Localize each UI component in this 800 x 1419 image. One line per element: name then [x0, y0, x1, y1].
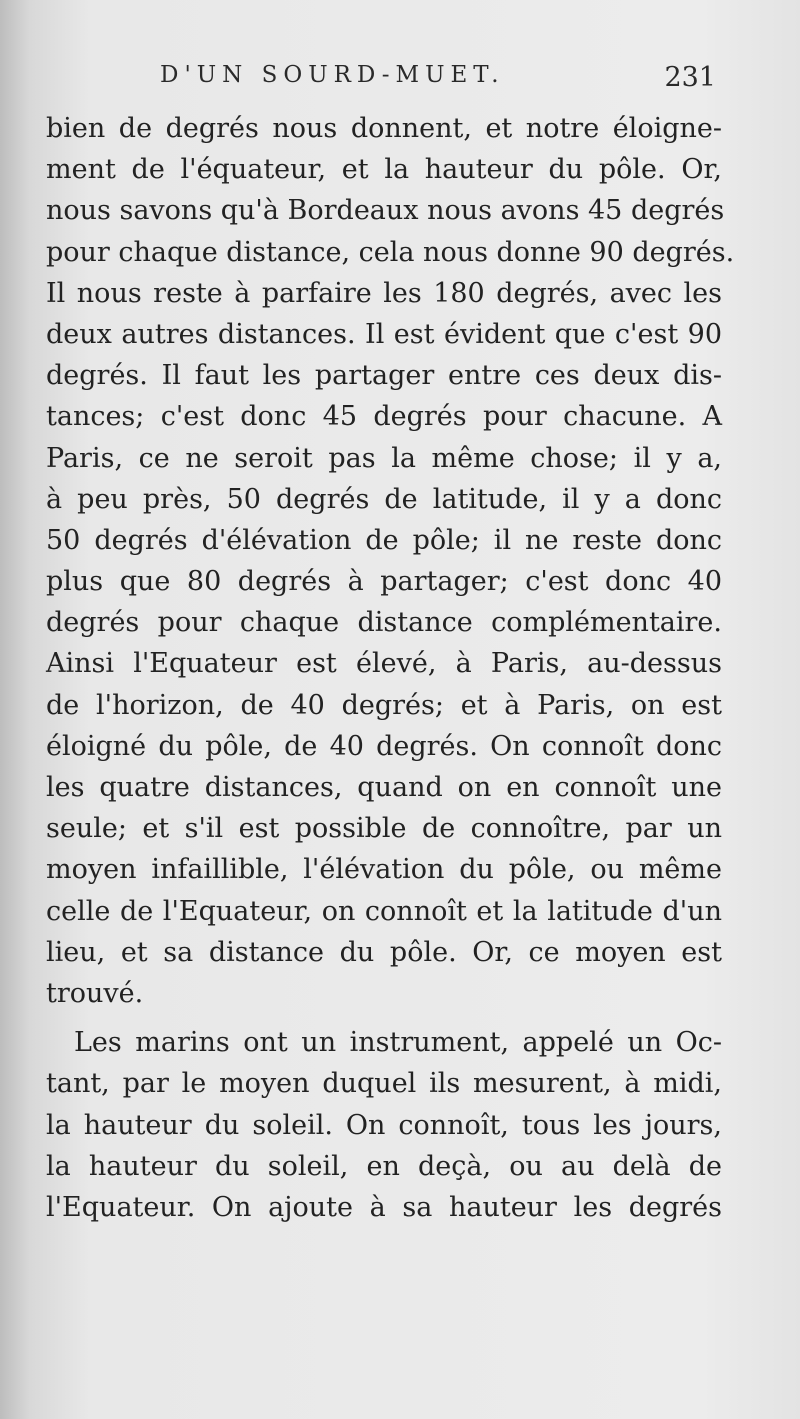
text-line: ment de l'équateur, et la hauteur du pôle. Or, — [46, 154, 722, 186]
paragraph-start-line: Les marins ont un instrument, appelé un Oc- — [74, 1027, 722, 1059]
text-line: de l'horizon, de 40 degrés; et à Paris, on est — [46, 689, 722, 721]
text-line: éloigné du pôle, de 40 degrés. On connoît donc — [46, 730, 722, 762]
text-line: Paris, ce ne seroit pas la même chose; il y a, — [46, 442, 722, 474]
text-line: degrés. Il faut les partager entre ces deux dis- — [46, 360, 722, 392]
text-line: seule; et s'il est possible de connoître, par un — [46, 813, 722, 845]
text-line: lieu, et sa distance du pôle. Or, ce moyen est — [46, 936, 722, 968]
text-line: bien de degrés nous donnent, et notre éloigne- — [46, 113, 722, 144]
text-line: 50 degrés d'élévation de pôle; il ne reste donc — [46, 524, 722, 556]
text-line: degrés pour chaque distance complémentaire. — [46, 607, 722, 639]
body-text — [46, 108, 735, 1228]
text-line: deux autres distances. Il est évident que c'est 90 — [46, 318, 722, 350]
text-line: celle de l'Equateur, on connoît et la latitude d'un — [46, 895, 722, 927]
text-line: la hauteur du soleil. On connoît, tous les jours, — [46, 1109, 722, 1141]
text-line: pour chaque distance, cela nous donne 90 degrés. — [46, 236, 735, 268]
text-line: les quatre distances, quand on en connoît une — [46, 772, 722, 803]
running-title: D'UN SOURD-MUET. — [160, 62, 505, 88]
text-line: Il nous reste à parfaire les 180 degrés, avec les — [46, 277, 722, 309]
text-line: nous savons qu'à Bordeaux nous avons 45 degrés — [46, 195, 725, 227]
text-line: à peu près, 50 degrés de latitude, il y a donc — [46, 483, 722, 515]
text-line: l'Equateur. On ajoute à sa hauteur les degrés — [46, 1191, 722, 1223]
page-header — [160, 62, 720, 102]
page-number: 231 — [664, 62, 716, 93]
text-line: moyen infaillible, l'élévation du pôle, ou même — [46, 854, 722, 886]
text-line: plus que 80 degrés à partager; c'est donc 40 — [46, 566, 722, 598]
text-line: tances; c'est donc 45 degrés pour chacune. A — [46, 401, 722, 433]
text-line: la hauteur du soleil, en deçà, ou au delà de — [46, 1150, 722, 1182]
paragraph-end-line: trouvé. — [46, 977, 144, 1009]
text-line: tant, par le moyen duquel ils mesurent, à midi, — [46, 1068, 722, 1100]
text-line: Ainsi l'Equateur est élevé, à Paris, au-dessus — [46, 648, 722, 680]
